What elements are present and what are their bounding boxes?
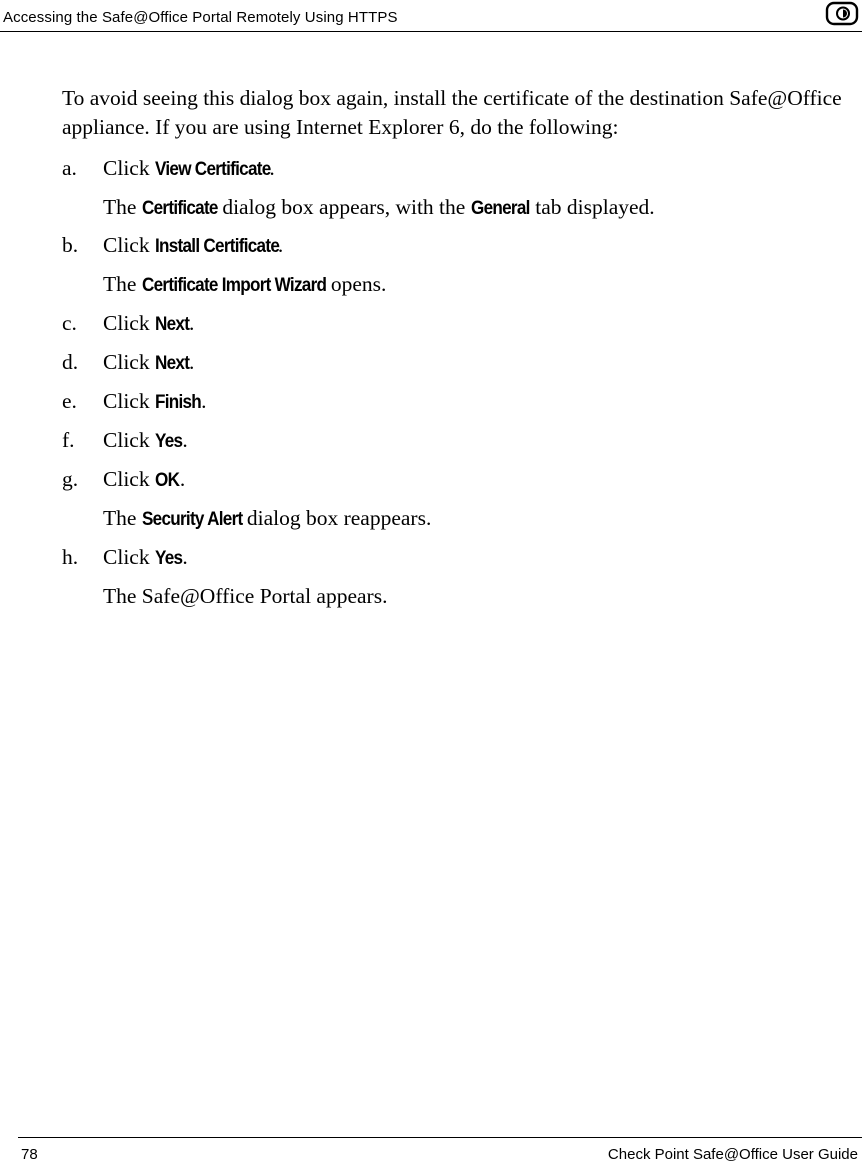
note-text: The <box>103 506 142 530</box>
step-end: . <box>179 467 186 491</box>
step-b <box>62 232 283 260</box>
ui-label-yes: Yes <box>154 431 183 452</box>
step-verb: Click <box>103 311 155 335</box>
step-letter: b. <box>62 233 79 257</box>
step-g <box>62 466 185 494</box>
step-letter: c. <box>62 311 77 335</box>
ui-label-security-alert: Security Alert <box>141 509 243 530</box>
step-end: . <box>269 156 275 180</box>
step-end: . <box>182 428 188 452</box>
step-verb: Click <box>103 428 155 452</box>
step-letter: h. <box>62 545 79 569</box>
step-g-note <box>103 505 431 533</box>
ui-label-ok: OK <box>154 470 180 491</box>
ui-label-certificate: Certificate <box>141 198 218 219</box>
note-text: The <box>103 272 142 296</box>
guide-title: Check Point Safe@Office User Guide <box>607 1146 858 1163</box>
page-number: 78 <box>21 1146 38 1163</box>
note-text: dialog box reappears. <box>241 506 432 530</box>
intro-paragraph: To avoid seeing this dialog box again, install the certificate of the destination Safe@Office appliance. If you are using Internet Explorer 6, do the following: <box>62 86 842 139</box>
step-verb: Click <box>103 350 155 374</box>
note-text: dialog box appears, with the <box>216 195 471 219</box>
step-a <box>62 155 275 183</box>
step-verb: Click <box>103 545 155 569</box>
step-c <box>62 310 194 338</box>
step-end: . <box>188 350 195 374</box>
ui-label-general: General <box>470 198 530 219</box>
step-end: . <box>182 545 188 569</box>
step-letter: g. <box>62 467 79 491</box>
step-h-note: The Safe@Office Portal appears. <box>103 584 388 608</box>
step-verb: Click <box>103 233 155 257</box>
step-verb: Click <box>103 389 155 413</box>
step-end: . <box>188 311 195 335</box>
eye-icon <box>825 1 859 27</box>
header-title: Accessing the Safe@Office Portal Remotely Using HTTPS <box>3 9 398 26</box>
footer-divider <box>18 1137 862 1138</box>
step-end: . <box>201 389 207 413</box>
note-text: The <box>103 195 142 219</box>
ui-label-view-certificate: View Certificate <box>154 159 271 180</box>
ui-label-certificate-import-wizard: Certificate Import Wizard <box>141 275 327 296</box>
step-d <box>62 349 194 377</box>
step-f <box>62 427 188 455</box>
note-text: opens. <box>325 272 387 296</box>
step-b-note <box>103 271 386 299</box>
step-letter: d. <box>62 350 79 374</box>
step-h <box>62 544 188 572</box>
page-header <box>0 0 862 32</box>
ui-label-install-certificate: Install Certificate <box>154 236 280 257</box>
step-letter: f. <box>62 428 75 452</box>
ui-label-yes: Yes <box>154 548 183 569</box>
ui-label-finish: Finish <box>154 392 202 413</box>
step-e <box>62 388 207 416</box>
note-text: tab displayed. <box>529 195 655 219</box>
step-verb: Click <box>103 156 155 180</box>
step-letter: e. <box>62 389 77 413</box>
step-verb: Click <box>103 467 155 491</box>
step-letter: a. <box>62 156 77 180</box>
ui-label-next: Next <box>154 353 190 374</box>
step-a-note <box>103 194 655 222</box>
step-end: . <box>277 233 284 257</box>
ui-label-next: Next <box>154 314 190 335</box>
